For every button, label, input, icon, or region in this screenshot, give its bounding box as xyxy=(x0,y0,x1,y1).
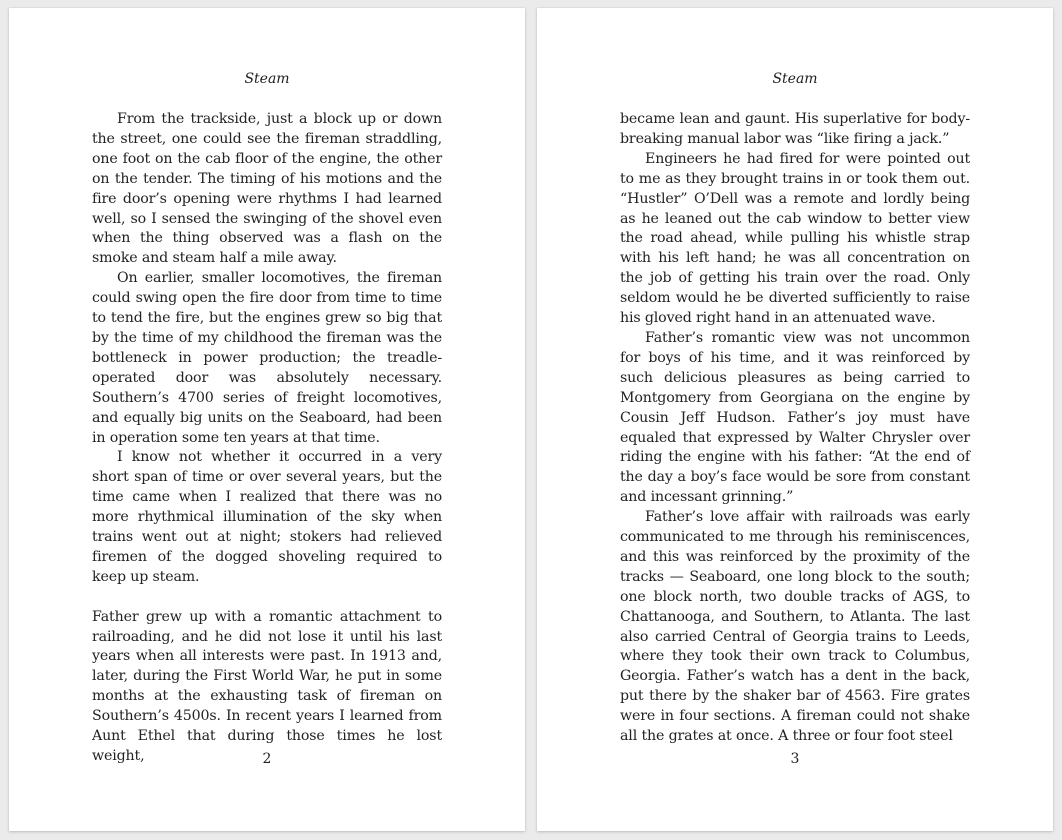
page-number: 2 xyxy=(262,751,272,767)
running-head: Steam xyxy=(244,71,290,87)
paragraph: From the trackside, just a block up or down the street, one could see the fireman straddling, one foot on the cab floor of the engine, the other on the tender. The timing of his motions and the fire door’s opening were rhythms I had learned well, so I sensed the swinging of the shovel even when the thing observed was a flash on the smoke and steam half a mile away. xyxy=(92,111,442,267)
paragraph: On earlier, smaller locomotives, the fireman could swing open the fire door from time to time to tend the fire, but the engines grew so big that by the time of my childhood the fireman was the bottleneck in power production; the treadle-operated door was absolutely necessary. Southern’s 4700 series of freight locomotives, and equally big units on the Seaboard, had been in operation some ten years at that time. xyxy=(92,270,442,446)
paragraph: Father’s love affair with railroads was early communicated to me through his reminiscences, and this was reinforced by the proximity of the tracks — Seaboard, one long block to the south; one block north, two double tracks of AGS, to Chattanooga, and Southern, to Atlanta. The last also carried Central of Georgia trains to Leeds, where they took their own track to Columbus, Georgia. Father’s watch has a dent in the back, put there by the shaker bar of 4563. Fire grates were in four sections. A fireman could not shake all the grates at once. A three or four foot steel xyxy=(620,509,970,745)
right-page xyxy=(537,8,1053,831)
paragraph: became lean and gaunt. His superlative for body-breaking manual labor was “like firing a jack.” xyxy=(620,111,970,147)
running-head: Steam xyxy=(772,71,818,87)
page-number: 3 xyxy=(790,751,800,767)
paragraph: Engineers he had fired for were pointed out to me as they brought trains in or took them out. “Hustler” O’Dell was a remote and lordly being as he leaned out the cab window to better view the road ahead, while pulling his whistle strap with his left hand; he was all concentration on the job of getting his train over the road. Only seldom would he be diverted sufficiently to raise his gloved right hand in an attenuated wave. xyxy=(620,150,970,327)
body-text xyxy=(620,110,970,747)
paragraph: Father’s romantic view was not uncommon for boys of his time, and it was reinforced by such delicious pleasures as being carried to Montgomery from Georgiana on the engine by Cousin Jeff Hudson. Father’s joy must have equaled that expressed by Walter Chrysler over riding the engine with his father: “At the end of the day a boy’s face would be sore from constant and incessant grinning.” xyxy=(620,329,970,506)
paragraph: Father grew up with a romantic attachment to railroading, and he did not lose it until his last years when all interests were past. In 1913 and, later, during the First World War, he put in some months at the exhausting task of fireman on Southern’s 4500s. In recent years I learned from Aunt Ethel that during those times he lost weight, xyxy=(92,608,442,764)
left-page xyxy=(9,8,525,831)
body-text xyxy=(92,110,442,767)
paragraph: I know not whether it occurred in a very short span of time or over several years, but the time came when I realized that there was no more rhythmical illumination of the sky when trains went out at night; stokers had relieved firemen of the dogged shoveling required to keep up steam. xyxy=(92,449,442,585)
